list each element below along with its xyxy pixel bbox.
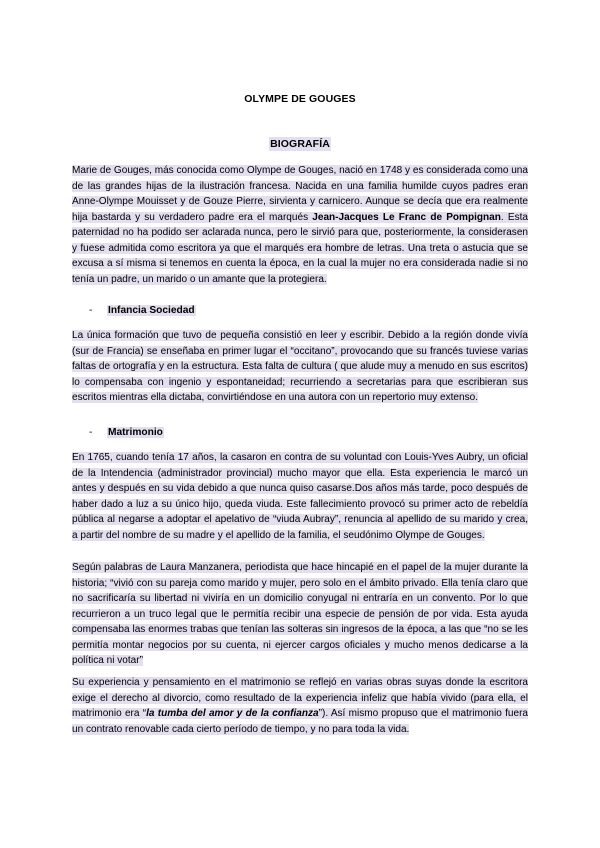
bullet-dash: - [89, 305, 93, 316]
paragraph-divorcio-part-1: Su experiencia y pensamiento en el matrimonio se reflejó en varias obras suyas donde la escritora exige el derecho al divorcio, como resultado de la experiencia infeliz que había vivido (para ella, el matrimonio era “ [72, 677, 528, 720]
heading-infancia [89, 305, 196, 316]
paragraph-matrimonio [72, 450, 528, 543]
paragraph-infancia-text: La única formación que tuvo de pequeña consistió en leer y escribir. Debido a la región donde vivía (sur de Francia) se enseñaba en primer lugar el “occitano”, provocando que su francés tuviese varias faltas de ortografía y en la estructura. Esta falta de cultura ( que alude muy a menudo en sus escritos) lo compensaba con ingenio y espontaneidad; recurriendo a secretarias para que escribieran sus escritos mientras ella dictaba, convirtiéndose en una autora con un repertorio muy extenso. [72, 330, 528, 404]
paragraph-intro-part-2: . Esta paternidad no ha podido ser aclarada nunca, pero le sirvió para que, posteriormente, la considerasen y fuese admitida como escritora ya que el marqués era hombre de letras. Una treta o astucia que se excusa a sí misma si tenemos en cuenta la época, en la cual la mujer no era considerada nadie si no tenía un padre, un marido o un amante que la protegiera. [72, 211, 528, 285]
paragraph-infancia [72, 328, 528, 406]
paragraph-divorcio-part-2: ”). Así mismo propuso que el matrimonio fuera un contrato renovable cada cierto período de tiempo, y no para toda la vida. [72, 708, 529, 735]
document-title: OLYMPE DE GOUGES [244, 93, 356, 105]
bullet-dash: - [89, 427, 93, 438]
heading-infancia-label: Infancia Sociedad [108, 305, 195, 316]
paragraph-matrimonio-text: En 1765, cuando tenía 17 años, la casaron en contra de su voluntad con Louis-Yves Aubry, un oficial de la Intendencia (administrador provincial) mucho mayor que ella. Esta experiencia le marcó un antes y después en su vida debido a que nunca quiso casarse.Dos años más tarde, poco después de haber dado a luz a su único hijo, queda viuda. Este fallecimiento provocó su primer acto de rebeldía pública al negarse a adoptar el apelativo de “viuda Aubray”, renuncia al apellido de su marido y crea, a partir del nombre de su madre y el apellido de la familia, el seudónimo Olympe de Gouges. [72, 452, 528, 541]
paragraph-manzanera [72, 560, 528, 669]
paragraph-divorcio [72, 675, 528, 737]
section-title-text: BIOGRAFÍA [270, 138, 330, 150]
section-title [0, 138, 600, 150]
paragraph-divorcio-text [72, 677, 528, 735]
paragraph-intro-text [72, 165, 528, 285]
heading-matrimonio [89, 427, 164, 438]
paragraph-intro [72, 163, 528, 287]
paragraph-intro-part-1: Marie de Gouges, más conocida como Olympe de Gouges, nació en 1748 y es considerada como una de las grandes hijas de la ilustración francesa. Nacida en una familia humilde cuyos padres eran Anne-Olympe Mouisset y de Gouze Pierre, sirvienta y carnicero. Aunque se decía que era realmente hija bastarda y su verdadero padre era el marqués [72, 165, 528, 223]
quote-tumba: la tumba del amor y de la confianza [146, 708, 319, 720]
marquis-name: Jean-Jacques Le Franc de Pompignan [312, 211, 501, 223]
heading-matrimonio-label: Matrimonio [108, 427, 163, 438]
paragraph-manzanera-text: Según palabras de Laura Manzanera, periodista que hace hincapié en el papel de la mujer durante la historia; “vivió con su pareja como marido y mujer, pero solo en el ámbito privado. Ella tenía claro que no sacrificaría su libertad ni viviría en un domicilio conyugal ni entraría en un convento. Por lo que recurrieron a un truco legal que le permitía recibir una especie de pensión de por vida. Esta ayuda compensaba las enormes trabas que tenían las solteras sin ingresos de la época, a las que “no se les permitía montar negocios por su cuenta, ni ejercer cargos oficiales y mucho menos dedicarse a la política ni votar” [72, 562, 528, 667]
